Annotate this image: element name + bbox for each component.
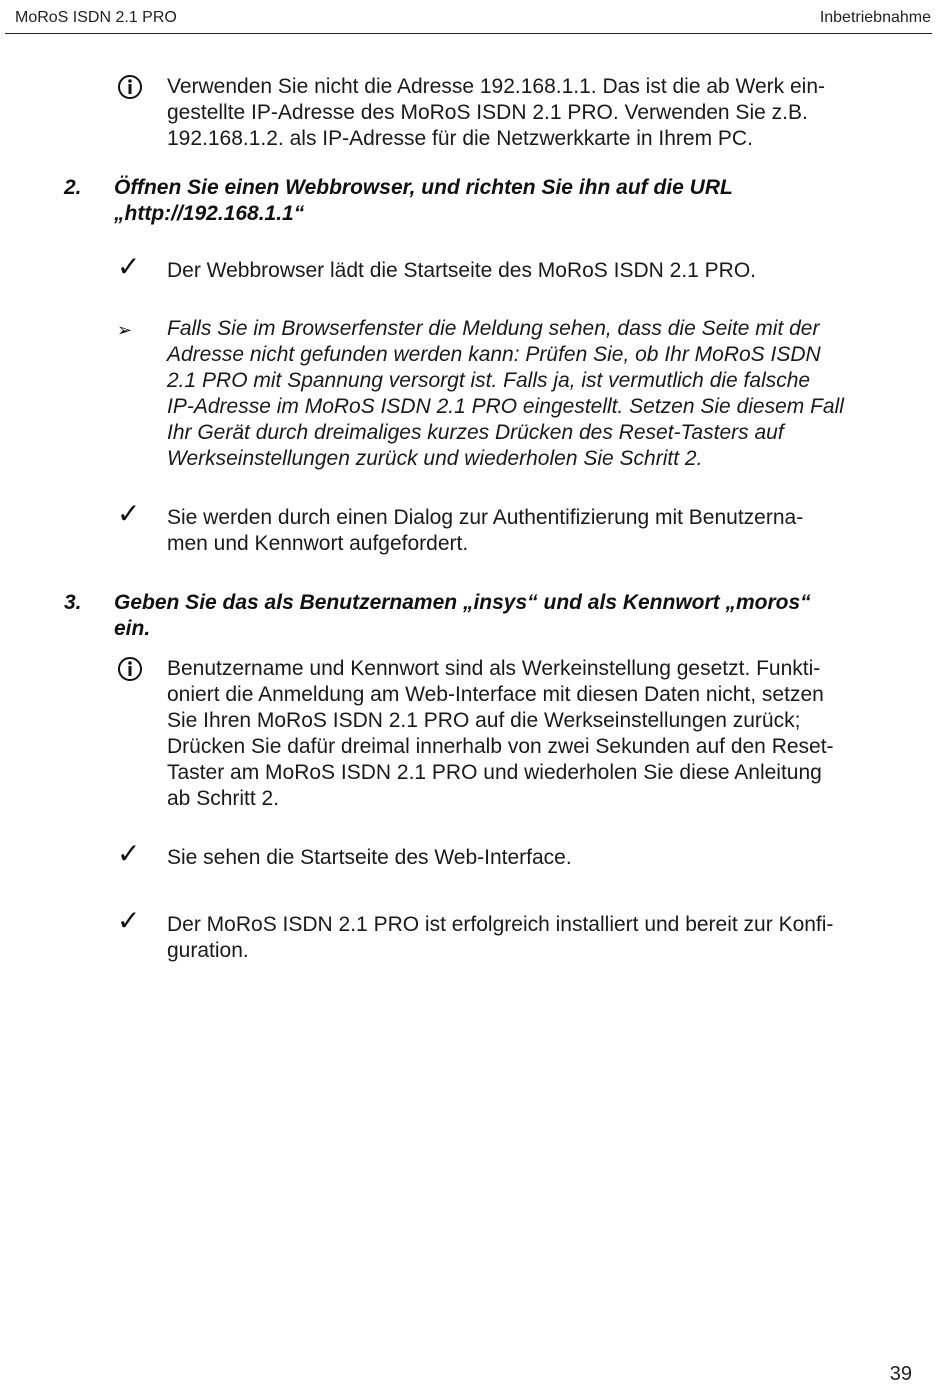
info-icon <box>117 74 143 105</box>
info-note-text: Verwenden Sie nicht die Adresse 192.168.1.1. Das ist die ab Werk ein- gestellte IP-Adresse des MoRoS ISDN 2.1 PRO. Verwenden Sie z.B. 192.168.1.2. als IP-Adresse für die Netzwerkkarte in Ihrem PC. <box>167 75 826 150</box>
checkmark-icon: ✓ <box>117 905 141 936</box>
result-text: Der MoRoS ISDN 2.1 PRO ist erfolgreich installiert und bereit zur Konfi- guration. <box>167 913 834 962</box>
step-number: 2. <box>64 176 82 199</box>
checkmark-icon: ✓ <box>117 251 141 282</box>
hint-text: Falls Sie im Browserfenster die Meldung sehen, dass die Seite mit der Adresse nicht gefunden werden kann: Prüfen Sie, ob Ihr MoRoS ISDN 2.1 PRO mit Spannung versorgt ist. Falls ja, ist vermutlich die falsche IP-Adresse im MoRoS ISDN 2.1 PRO eingestellt. Setzen Sie diesem Fall Ihr Gerät durch dreimaliges kurzes Drücken des Reset-Tasters auf Werkseinstellungen zurück und wiederholen Sie Schritt 2. <box>167 317 844 470</box>
step-instruction: Geben Sie das als Benutzernamen „insys“ und als Kennwort „moros“ ein. <box>114 591 811 640</box>
step-instruction: Öffnen Sie einen Webbrowser, und richten Sie ihn auf die URL „http://192.168.1.1“ <box>114 176 733 225</box>
info-note-text: Benutzername und Kennwort sind als Werkeinstellung gesetzt. Funkti- oniert die Anmeldung am Web-Interface mit diesen Daten nicht, setzen Sie Ihren MoRoS ISDN 2.1 PRO auf die Werkseinstellungen zurück; Drücken Sie dafür dreimal innerhalb von zwei Sekunden auf den Reset- Taster am MoRoS ISDN 2.1 PRO und wiederholen Sie diese Anleitung ab Schritt 2. <box>167 657 834 810</box>
page-number: 39 <box>889 1363 912 1385</box>
header-divider <box>5 33 932 34</box>
result-text: Der Webbrowser lädt die Startseite des MoRoS ISDN 2.1 PRO. <box>167 259 757 282</box>
checkmark-icon: ✓ <box>117 838 141 869</box>
header-product-name: MoRoS ISDN 2.1 PRO <box>15 9 177 26</box>
result-text: Sie sehen die Startseite des Web-Interface. <box>167 846 572 869</box>
info-icon <box>117 656 143 687</box>
header-section-title: Inbetriebnahme <box>819 9 931 26</box>
checkmark-icon: ✓ <box>117 498 141 529</box>
arrow-icon: ➢ <box>117 320 133 340</box>
page-header <box>0 0 950 36</box>
step-number: 3. <box>64 591 82 614</box>
result-text: Sie werden durch einen Dialog zur Authentifizierung mit Benutzerna- men und Kennwort aufgefordert. <box>167 506 804 555</box>
